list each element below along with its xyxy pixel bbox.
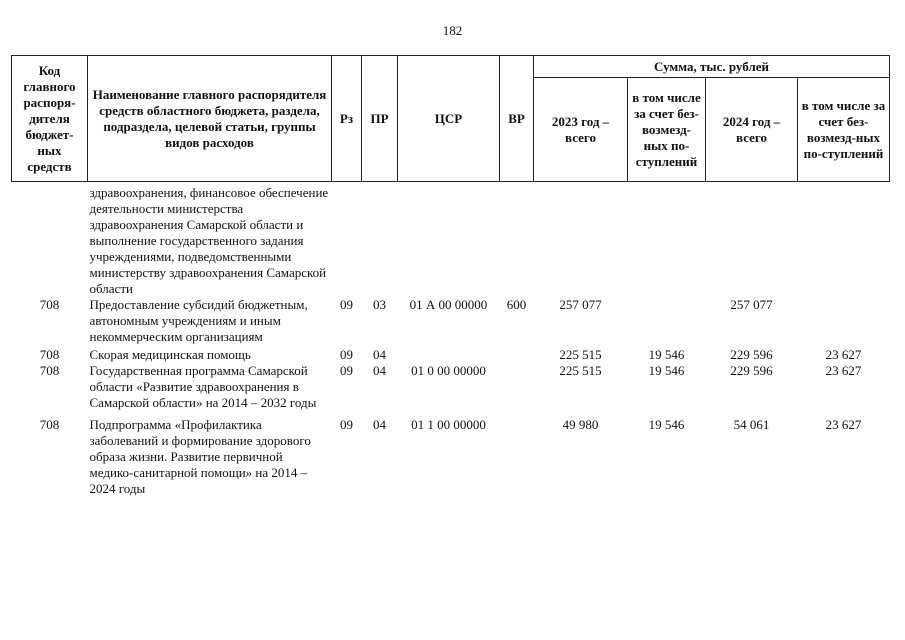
cell-name: Скорая медицинская помощь [89,347,251,362]
cell-2024-free: 23 627 [825,363,862,378]
cell-vr [500,363,534,411]
cell-rz: 09 [340,347,353,362]
cell-csr [398,182,500,298]
header-sum: Сумма, тыс. рублей [534,56,890,78]
table-row [12,411,890,497]
header-name: Наименование главного распорядителя средств областного бюджета, раздела, подраздела, целевой статьи, группы видов расходов [88,56,332,182]
cell-2024-total: 54 061 [733,417,770,432]
cell-vr: 600 [506,297,527,312]
cell-pr [362,182,398,298]
cell-code: 708 [39,297,60,312]
cell-rz: 09 [340,363,353,378]
header-rz: Рз [332,56,362,182]
table-row [12,182,890,298]
cell-code [12,182,88,298]
header-2024-total: 2024 год – всего [706,78,798,182]
cell-name: Государственная программа Самарской области «Развитие здравоохранения в Самарской области» на 2014 – 2032 годы [89,363,317,410]
cell-2024-free [798,297,890,345]
cell-2024-free [798,182,890,298]
cell-vr [500,182,534,298]
header-csr: ЦСР [398,56,500,182]
cell-2024-total: 257 077 [730,297,773,312]
cell-pr: 03 [373,297,386,312]
cell-csr [398,345,500,363]
page-number: 182 [442,23,463,38]
header-code: Код главного распоря-дителя бюджет-ных средств [12,56,88,182]
cell-pr: 04 [373,347,386,362]
cell-2024-total [706,182,798,298]
cell-2024-total: 229 596 [730,363,773,378]
cell-2023-free [628,182,706,298]
cell-2024-free: 23 627 [825,417,862,432]
header-2023-free: в том числе за счет без-возмезд-ных по-ступлений [628,78,706,182]
cell-name: Подпрограмма «Профилактика заболеваний и формирование здорового образа жизни. Развитие первичной медико-санитарной помощи» на 2014 – 2024 годы [89,417,311,496]
cell-rz: 09 [340,297,353,312]
cell-rz [332,182,362,298]
cell-2023-total: 225 515 [559,347,602,362]
cell-2023-total: 257 077 [559,297,602,312]
cell-2023-total [534,182,628,298]
cell-name: Предоставление субсидий бюджетным, автономным учреждениям и иным некоммерческим организациям [89,297,308,344]
table-row [12,297,890,345]
cell-rz: 09 [340,417,353,432]
cell-2024-free: 23 627 [825,347,862,362]
header-pr: ПР [362,56,398,182]
cell-2023-free: 19 546 [648,363,685,378]
cell-code: 708 [39,417,60,432]
cell-2023-total: 49 980 [562,417,599,432]
cell-pr: 04 [373,417,386,432]
cell-2023-free [628,297,706,345]
header-vr: ВР [500,56,534,182]
table-row [12,363,890,411]
cell-2023-free: 19 546 [648,347,685,362]
cell-code: 708 [39,363,60,378]
cell-2023-total: 225 515 [559,363,602,378]
cell-vr [500,411,534,497]
header-2023-total: 2023 год – всего [534,78,628,182]
table-row [12,345,890,363]
cell-vr [500,345,534,363]
cell-csr: 01 0 00 00000 [411,363,486,378]
cell-2023-free: 19 546 [648,417,685,432]
cell-csr: 01 1 00 00000 [411,417,486,432]
header-2024-free: в том числе за счет без-возмезд-ных по-ступлений [798,78,890,182]
cell-csr: 01 А 00 00000 [409,297,488,312]
cell-code: 708 [39,347,60,362]
cell-pr: 04 [373,363,386,378]
budget-table [11,55,890,497]
cell-name: здравоохранения, финансовое обеспечение деятельности министерства здравоохранения Самарской области и выполнение государственного задания учреждениями, подведомственными министерству здравоохранения Самарской области [89,185,329,296]
cell-2024-total: 229 596 [730,347,773,362]
